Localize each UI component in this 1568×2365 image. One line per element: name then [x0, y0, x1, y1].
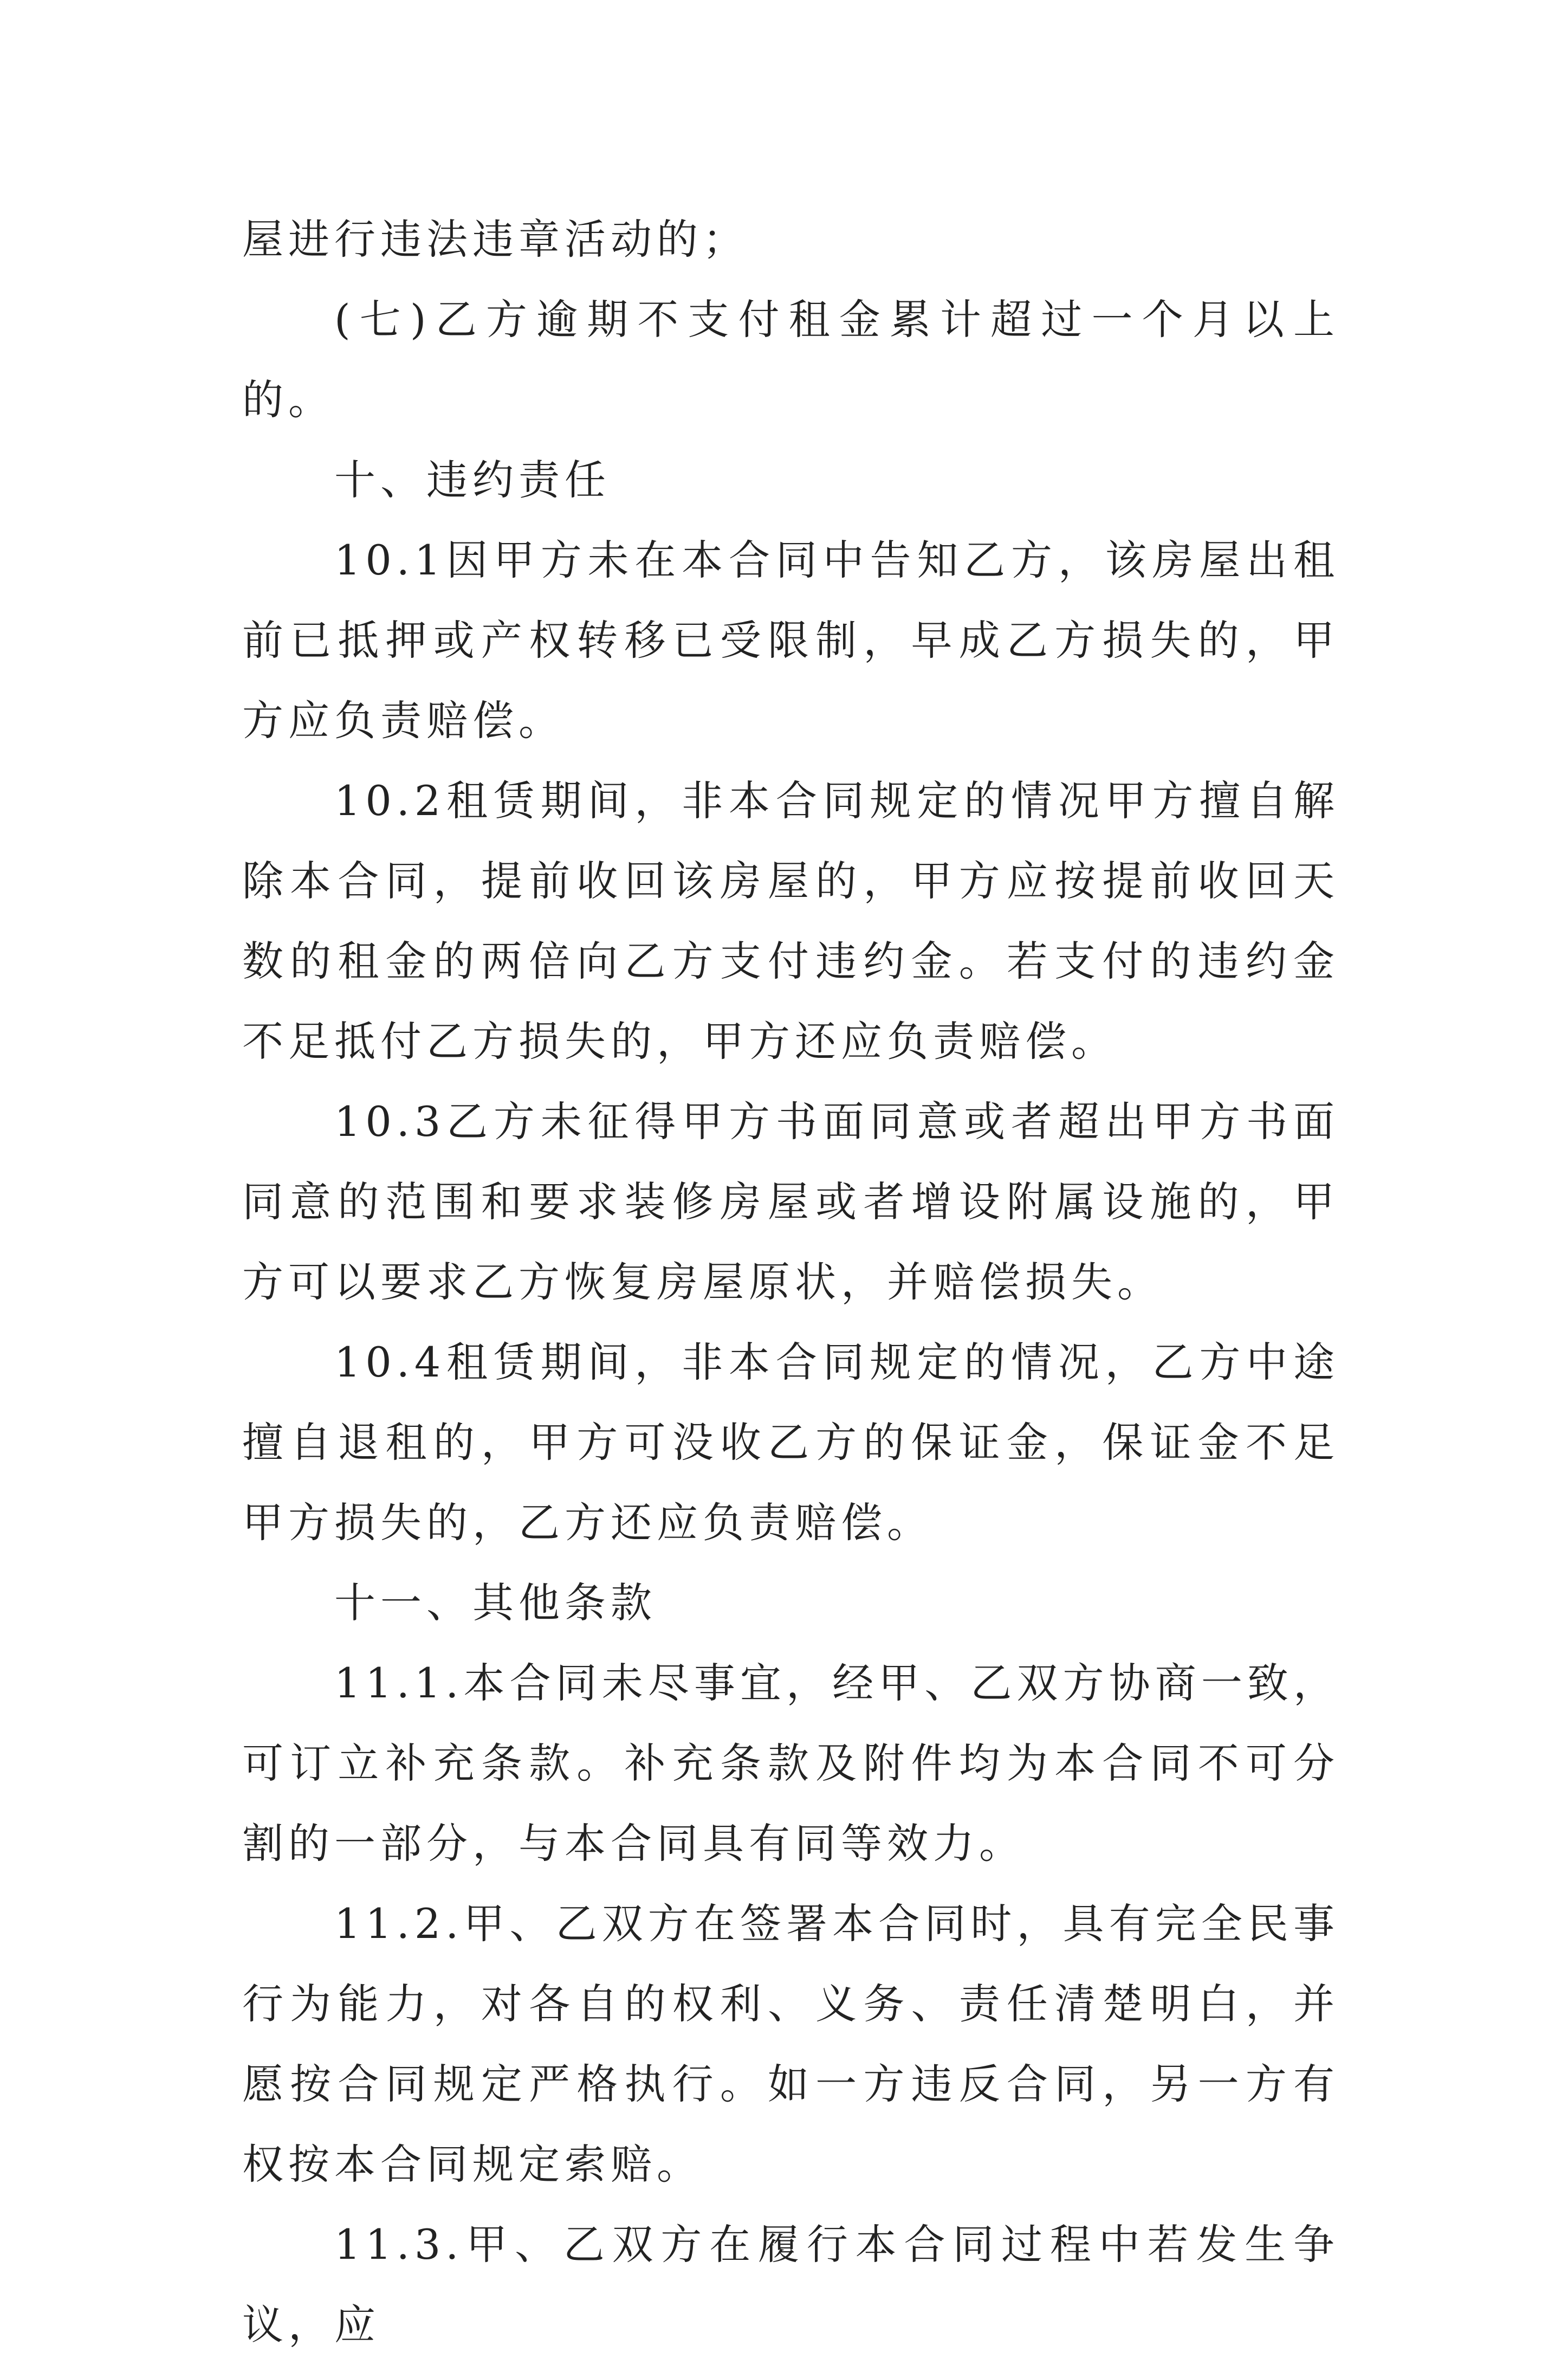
document-body — [242, 199, 1339, 2365]
paragraph-10-2: 10.2租赁期间，非本合同规定的情况甲方擅自解除本合同，提前收回该房屋的，甲方应按提前收回天数的租金的两倍向乙方支付违约金。若支付的违约金不足抵付乙方损失的，甲方还应负责赔偿。 — [242, 777, 1339, 1065]
paragraph-clause-7: (七)乙方逾期不支付租金累计超过一个月以上的。 — [242, 295, 1339, 424]
paragraph-10-3: 10.3乙方未征得甲方书面同意或者超出甲方书面同意的范围和要求装修房屋或者增设附属设施的，甲方可以要求乙方恢复房屋原状，并赔偿损失。 — [242, 1097, 1339, 1306]
paragraph-10-4: 10.4租赁期间，非本合同规定的情况，乙方中途擅自退租的，甲方可没收乙方的保证金，保证金不足甲方损失的，乙方还应负责赔偿。 — [242, 1338, 1339, 1547]
paragraph-11-2: 11.2.甲、乙双方在签署本合同时，具有完全民事行为能力，对各自的权利、义务、责任清楚明白，并愿按合同规定严格执行。如一方违反合同，另一方有权按本合同规定索赔。 — [242, 1899, 1339, 2188]
paragraph-continuation: 屋进行违法违章活动的； — [242, 215, 749, 263]
paragraph-11-3: 11.3.甲、乙双方在履行本合同过程中若发生争议，应 — [242, 2220, 1339, 2349]
section-heading-liability: 十、违约责任 — [334, 456, 611, 504]
paragraph-10-1: 10.1因甲方未在本合同中告知乙方，该房屋出租前已抵押或产权转移已受限制，早成乙方损失的，甲方应负责赔偿。 — [242, 536, 1339, 745]
paragraph-11-1: 11.1.本合同未尽事宜，经甲、乙双方协商一致，可订立补充条款。补充条款及附件均为本合同不可分割的一部分，与本合同具有同等效力。 — [242, 1659, 1339, 1868]
section-heading-other-terms: 十一、其他条款 — [334, 1579, 657, 1627]
